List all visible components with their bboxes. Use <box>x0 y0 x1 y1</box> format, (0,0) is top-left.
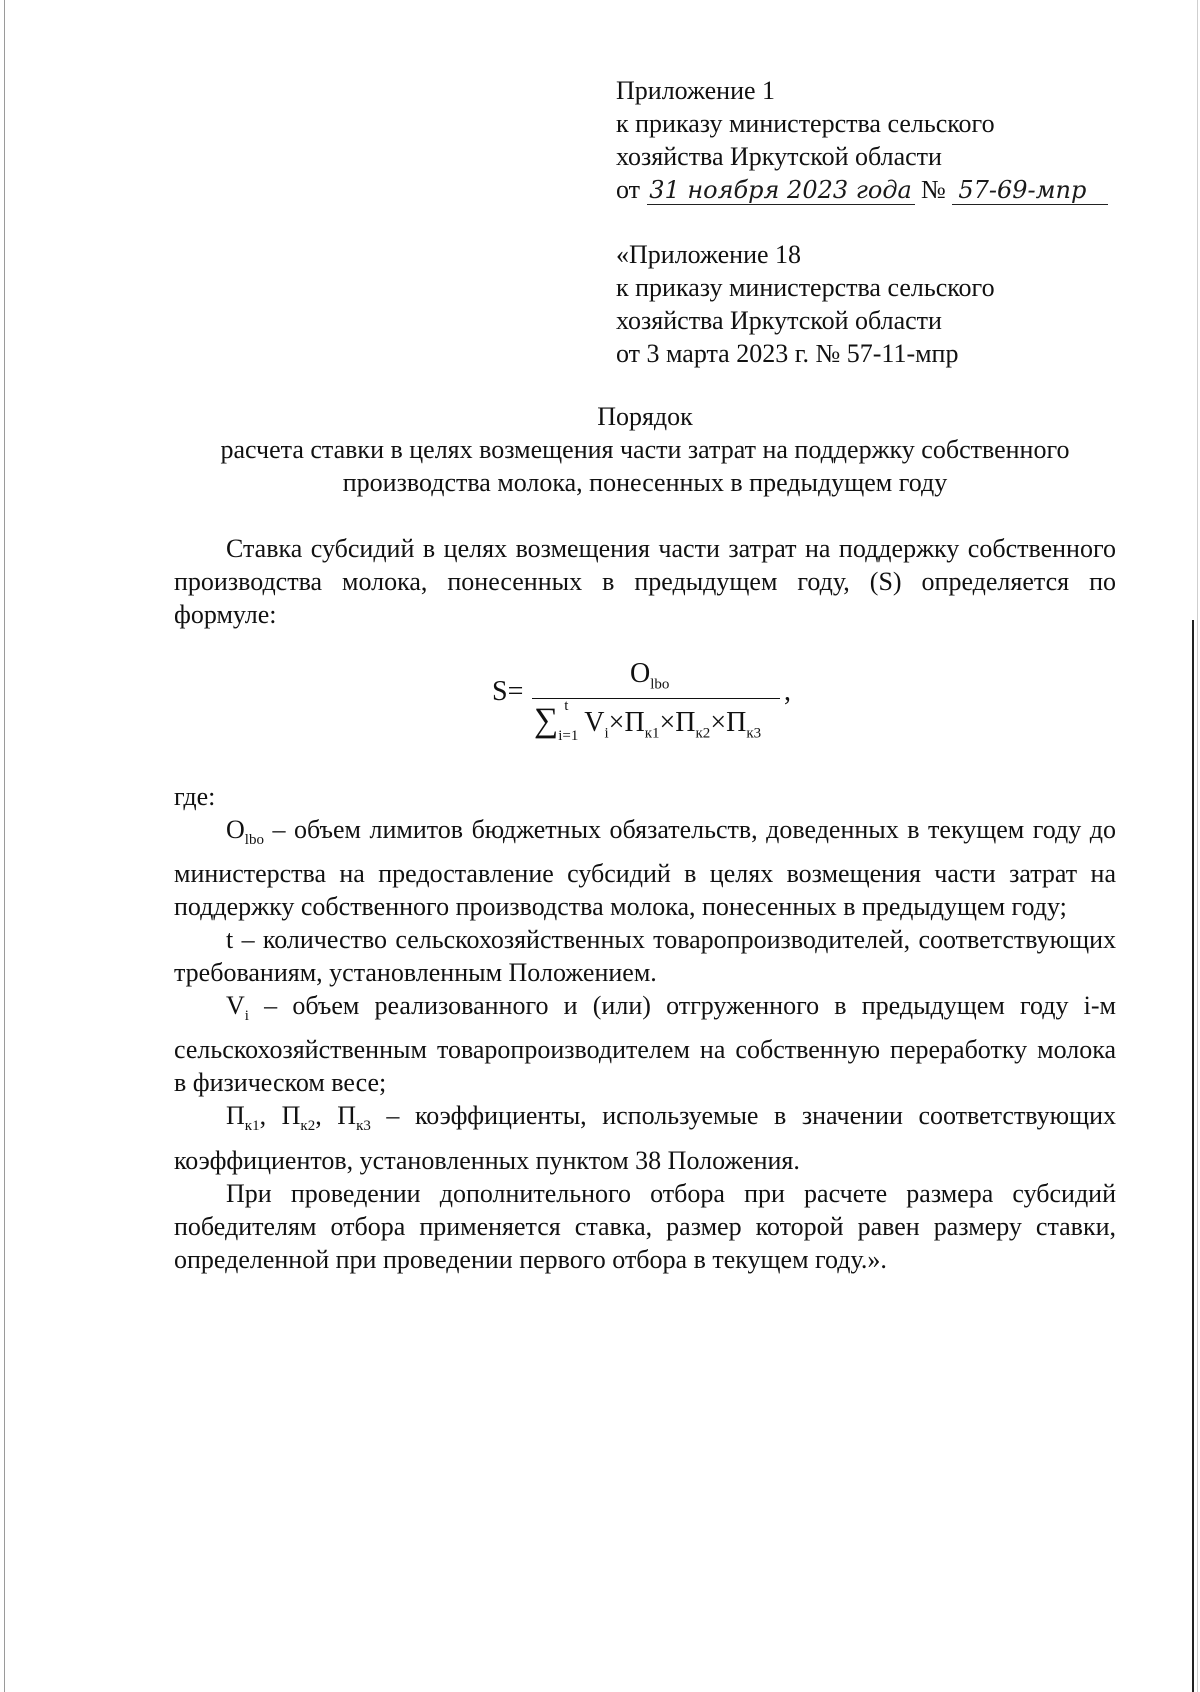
definition-vi: $V_i$ – объем реализованного и (или) отгруженного в предыдущем году i-м сельскохозяйственным товаропроизводителем на собственную переработку молока в физическом весе; <box>174 991 1116 1098</box>
attachment-18-line2: к приказу министерства сельского <box>616 273 995 302</box>
fraction-bar <box>532 698 780 699</box>
sigma-symbol: ∑ <box>534 702 559 739</box>
attachment-18-title: «Приложение 18 <box>616 240 802 269</box>
scan-edge-right-light <box>1197 0 1198 1692</box>
date-prefix: от <box>616 175 641 204</box>
attachment-1-line2: к приказу министерства сельского <box>616 109 995 138</box>
formula-comma: , <box>784 676 791 707</box>
attachment-18-header <box>616 238 995 370</box>
number-prefix: № <box>921 175 946 204</box>
attachment-1-date-line <box>616 173 1108 206</box>
handwritten-number: 57-69-мпр <box>952 176 1108 205</box>
document-subtitle-line1: расчета ставки в целях возмещения части затрат на поддержку собственного <box>220 435 1070 464</box>
document-subtitle-line2: производства молока, понесенных в предыдущем году <box>342 468 948 497</box>
formula-numerator: $O_{lbo}$ <box>630 658 670 693</box>
formula-lhs: S= <box>492 676 524 707</box>
attachment-1-title: Приложение 1 <box>616 76 776 105</box>
definition-t: t – количество сельскохозяйственных товаропроизводителей, соответствующих требованиям, установленным Положением. <box>174 925 1116 988</box>
definition-olbo: $O_{lbo}$ – объем лимитов бюджетных обязательств, доведенных в текущем году до министерства на предоставление субсидий в целях возмещения части затрат на поддержку собственного производства молока, понесенных в предыдущем году; <box>174 815 1116 922</box>
document-title: Порядок <box>597 402 693 431</box>
scan-edge-right <box>1192 620 1194 1692</box>
intro-block <box>174 532 1116 631</box>
rate-formula <box>492 654 812 754</box>
sum-limits: t i=1 <box>558 698 579 744</box>
formula-denominator: ∑ t i=1 $V_i\times П_{к1}\times П_{к2}\times П_{к3}$ <box>534 698 762 744</box>
handwritten-date: 31 ноября 2023 года <box>647 176 915 205</box>
scan-edge-left <box>4 0 5 1692</box>
attachment-1-header <box>616 74 1108 206</box>
attachment-1-line3: хозяйства Иркутской области <box>616 142 942 171</box>
definitions-block <box>174 780 1116 1276</box>
attachment-18-line4: от 3 марта 2023 г. № 57-11-мпр <box>616 339 959 368</box>
intro-paragraph: Ставка субсидий в целях возмещения части затрат на поддержку собственного производства молока, понесенных в предыдущем году, (S) определяется по формуле: <box>174 534 1116 629</box>
where-label: где: <box>174 782 216 811</box>
definition-coefficients: $П_{к1}$, $П_{к2}$, $П_{к3}$ – коэффициенты, используемые в значении соответствующих коэффициентов, установленных пунктом 38 Положения. <box>174 1101 1117 1175</box>
final-paragraph: При проведении дополнительного отбора при расчете размера субсидий победителям отбора применяется ставка, размер которой равен размеру ставки, определенной при проведении первого отбора в текущем году.». <box>174 1178 1116 1274</box>
attachment-18-line3: хозяйства Иркутской области <box>616 306 942 335</box>
